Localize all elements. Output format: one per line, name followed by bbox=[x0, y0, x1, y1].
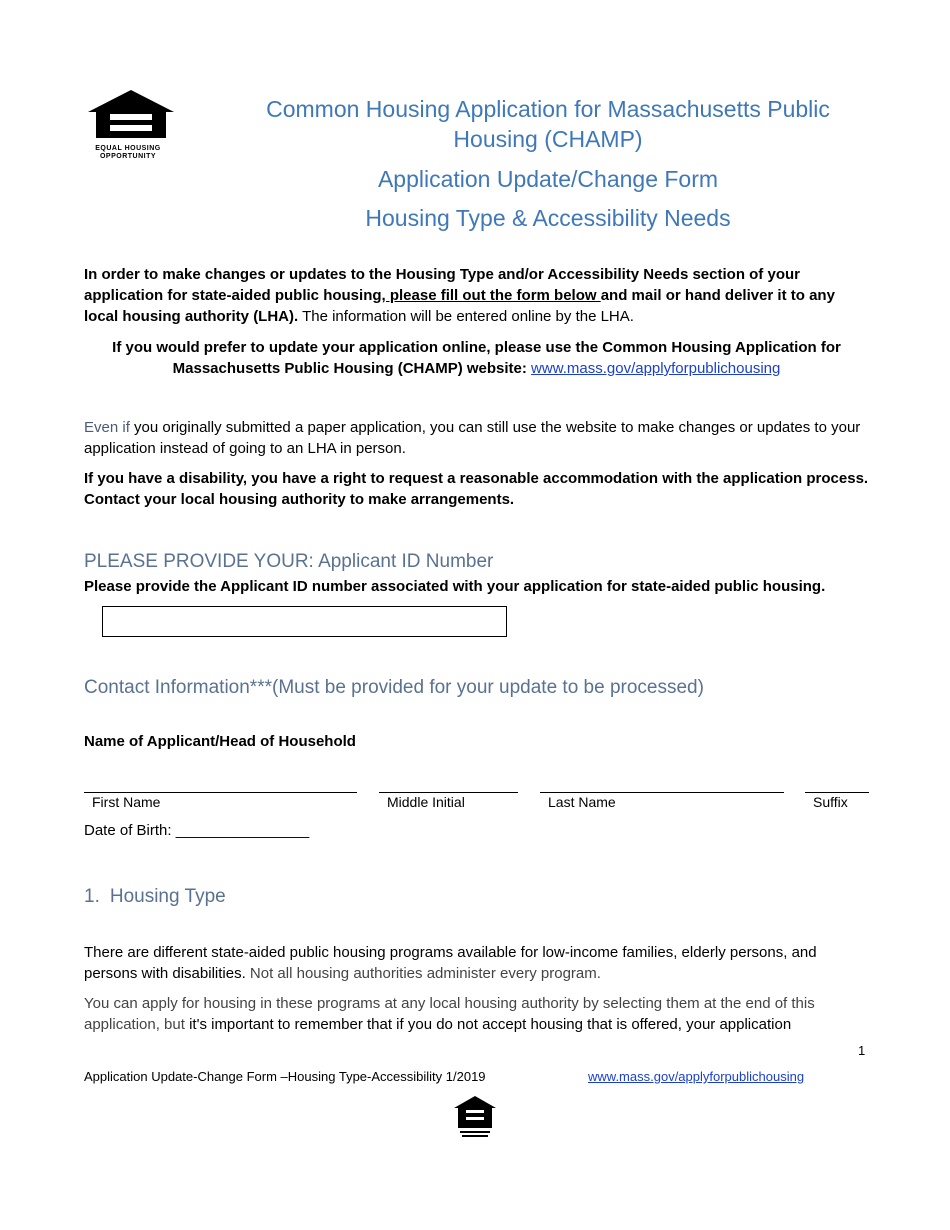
date-of-birth-field[interactable]: Date of Birth: ________________ bbox=[84, 822, 310, 839]
equal-housing-logo bbox=[86, 88, 176, 160]
online-update-text: If you would prefer to update your application online, please use the Common Housing Application for Massachusetts Public Housing (CHAMP) website: bbox=[112, 339, 841, 377]
intro-text-underlined: g, please fill out the form below bbox=[372, 287, 601, 304]
intro-text-rest: The information will be entered online by the LHA. bbox=[298, 308, 634, 325]
logo-text-2: OPPORTUNITY bbox=[99, 153, 157, 160]
disability-paragraph: If you have a disability, you have a right to request a reasonable accommodation with the application process. Contact your local housing authority to make arrangements. bbox=[84, 470, 869, 508]
housing-type-heading bbox=[84, 886, 226, 908]
title-line-2: Housing (CHAMP) bbox=[453, 126, 643, 152]
first-name-field[interactable] bbox=[84, 792, 357, 793]
not-all-authorities-text: Not all housing authorities administer every program. bbox=[249, 965, 601, 982]
online-update-paragraph bbox=[84, 337, 869, 379]
last-name-field[interactable] bbox=[540, 792, 784, 793]
name-of-applicant-label: Name of Applicant/Head of Household bbox=[84, 733, 356, 750]
intro-text-a: In order to make changes or updates to the Housing Type and/or Accessibility Needs section of your application for state-aided public housin bbox=[84, 266, 800, 304]
paper-application-text: you originally submitted a paper application, you can still use the website to make changes or updates to your application instead of going to an LHA in person. bbox=[84, 419, 861, 457]
intro-text-b: and mail or hand deliver it to any local housing authority bbox=[84, 287, 835, 325]
section-number: 1. bbox=[84, 886, 100, 907]
applicant-id-heading: PLEASE PROVIDE YOUR: Applicant ID Number bbox=[84, 551, 494, 572]
housing-programs-text: There are different state-aided public housing programs available for low-income families, elderly persons, and persons with disabilities. bbox=[84, 944, 817, 982]
intro-paragraph bbox=[84, 264, 869, 327]
page-title bbox=[262, 94, 834, 154]
champ-website-link[interactable]: www.mass.gov/applyforpublichousing bbox=[531, 360, 781, 377]
suffix-label: Suffix bbox=[813, 794, 848, 810]
footer-form-name: Application Update-Change Form –Housing Type-Accessibility 1/2019 bbox=[84, 1069, 486, 1084]
footer-equal-housing-logo bbox=[452, 1094, 498, 1140]
page-number: 1 bbox=[858, 1043, 866, 1058]
footer-house-icon bbox=[452, 1094, 498, 1140]
middle-initial-field[interactable] bbox=[379, 792, 518, 793]
contact-info-heading: Contact Information***(Must be provided for your update to be processed) bbox=[84, 677, 704, 698]
house-icon bbox=[86, 88, 176, 140]
applicant-id-input[interactable] bbox=[102, 606, 507, 637]
housing-type-paragraph-2 bbox=[84, 993, 869, 1035]
middle-initial-label: Middle Initial bbox=[387, 794, 465, 810]
subtitle-topic: Housing Type & Accessibility Needs bbox=[365, 205, 731, 231]
apply-programs-text: You can apply for housing in these programs at any local housing authority by selecting them at the end of this application, but bbox=[84, 995, 815, 1033]
title-line-1: Common Housing Application for Massachusetts Public bbox=[266, 96, 830, 122]
subtitle-form: Application Update/Change Form bbox=[377, 166, 719, 192]
logo-text-1: EQUAL HOUSING bbox=[95, 145, 161, 152]
last-name-label: Last Name bbox=[548, 794, 616, 810]
even-if-text: Even if bbox=[84, 419, 130, 436]
suffix-field[interactable] bbox=[805, 792, 869, 793]
first-name-label: First Name bbox=[92, 794, 161, 810]
section-title: Housing Type bbox=[109, 886, 226, 907]
accept-housing-text: it's important to remember that if you do not accept housing that is offered, your application bbox=[189, 1016, 792, 1033]
paper-application-paragraph bbox=[84, 417, 869, 459]
intro-lha: (LHA). bbox=[253, 308, 299, 325]
housing-type-paragraph-1 bbox=[84, 942, 869, 984]
footer-website-link[interactable]: www.mass.gov/applyforpublichousing bbox=[588, 1069, 805, 1084]
applicant-id-instruction: Please provide the Applicant ID number associated with your application for state-aided public housing. bbox=[84, 578, 826, 595]
